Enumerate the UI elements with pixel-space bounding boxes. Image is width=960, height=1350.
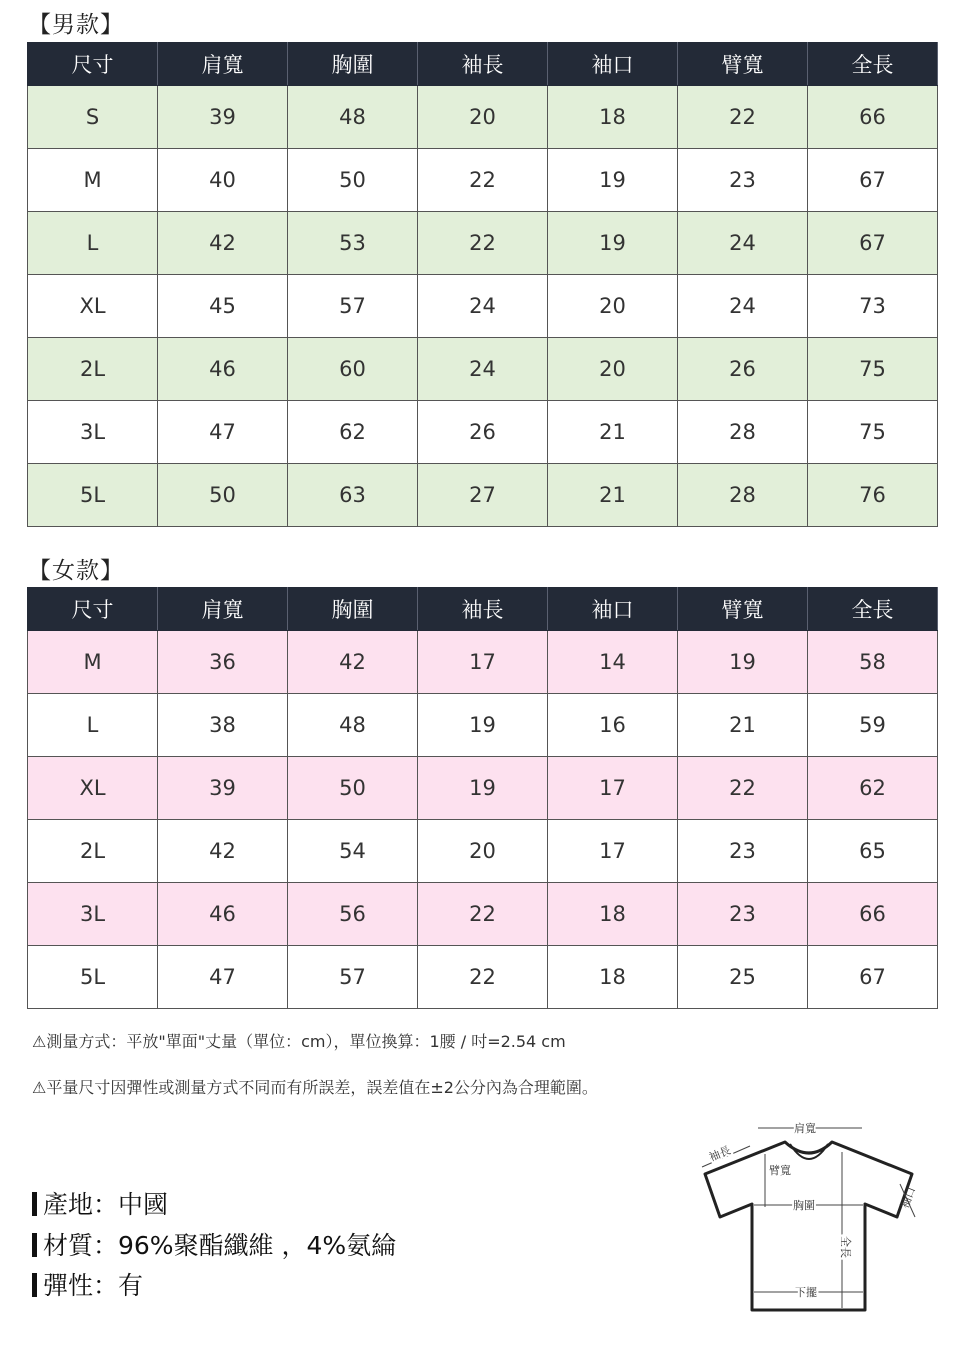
men-size-table	[27, 42, 938, 527]
measurement-cell: 14	[548, 631, 678, 694]
measurement-cell: 46	[158, 883, 288, 946]
measurement-cell: 76	[808, 464, 938, 527]
measurement-cell: 19	[548, 212, 678, 275]
measurement-cell: 50	[158, 464, 288, 527]
measurement-cell: 24	[418, 275, 548, 338]
measurement-cell: 48	[288, 86, 418, 149]
size-cell: L	[28, 694, 158, 757]
size-cell: XL	[28, 275, 158, 338]
women-section-title: 【女款】	[28, 558, 124, 584]
table-row	[28, 212, 938, 275]
label-length: 全長	[839, 1236, 852, 1258]
measurement-cell: 17	[418, 631, 548, 694]
measurement-cell: 18	[548, 946, 678, 1009]
column-header: 尺寸	[28, 43, 158, 86]
spec-origin	[32, 1185, 168, 1221]
men-section-title: 【男款】	[28, 12, 124, 38]
measurement-cell: 23	[678, 883, 808, 946]
measurement-cell: 26	[678, 338, 808, 401]
label-sleeve-length: 袖長	[707, 1143, 733, 1165]
measurement-cell: 47	[158, 946, 288, 1009]
spec-material	[32, 1226, 396, 1262]
women-size-table	[27, 587, 938, 1009]
measurement-cell: 39	[158, 86, 288, 149]
measurement-cell: 75	[808, 401, 938, 464]
column-header: 袖長	[418, 588, 548, 631]
size-cell: XL	[28, 757, 158, 820]
measurement-cell: 21	[678, 694, 808, 757]
table-row	[28, 149, 938, 212]
measurement-cell: 56	[288, 883, 418, 946]
measurement-cell: 22	[678, 86, 808, 149]
measurement-cell: 57	[288, 946, 418, 1009]
measurement-cell: 24	[678, 212, 808, 275]
measurement-cell: 24	[678, 275, 808, 338]
measurement-cell: 48	[288, 694, 418, 757]
measurement-cell: 45	[158, 275, 288, 338]
label-shoulder: 肩寬	[794, 1122, 816, 1135]
spec-origin-text: 產地：中國	[43, 1190, 169, 1219]
size-cell: 5L	[28, 464, 158, 527]
measurement-cell: 75	[808, 338, 938, 401]
measurement-cell: 40	[158, 149, 288, 212]
measurement-cell: 73	[808, 275, 938, 338]
column-header: 胸圍	[288, 43, 418, 86]
measurement-cell: 66	[808, 86, 938, 149]
measurement-cell: 22	[418, 149, 548, 212]
measurement-cell: 59	[808, 694, 938, 757]
measurement-cell: 36	[158, 631, 288, 694]
column-header: 臂寬	[678, 588, 808, 631]
column-header: 袖口	[548, 43, 678, 86]
measurement-cell: 20	[418, 820, 548, 883]
measurement-cell: 19	[418, 757, 548, 820]
label-cuff: 袖口	[898, 1185, 919, 1211]
size-cell: S	[28, 86, 158, 149]
table-row	[28, 338, 938, 401]
measurement-cell: 42	[158, 820, 288, 883]
table-row	[28, 883, 938, 946]
table-row	[28, 401, 938, 464]
measurement-cell: 23	[678, 149, 808, 212]
size-cell: 2L	[28, 820, 158, 883]
spec-elasticity	[32, 1266, 143, 1302]
men-header-row	[28, 43, 938, 86]
measurement-cell: 54	[288, 820, 418, 883]
measurement-cell: 20	[548, 275, 678, 338]
measurement-cell: 19	[678, 631, 808, 694]
measurement-cell: 63	[288, 464, 418, 527]
measurement-cell: 25	[678, 946, 808, 1009]
measurement-cell: 28	[678, 464, 808, 527]
women-header-row	[28, 588, 938, 631]
table-row	[28, 820, 938, 883]
measurement-cell: 19	[548, 149, 678, 212]
measurement-cell: 50	[288, 757, 418, 820]
measurement-cell: 16	[548, 694, 678, 757]
measurement-cell: 18	[548, 883, 678, 946]
measurement-cell: 67	[808, 946, 938, 1009]
measurement-cell: 28	[678, 401, 808, 464]
measurement-cell: 57	[288, 275, 418, 338]
table-row	[28, 86, 938, 149]
size-cell: M	[28, 149, 158, 212]
label-hem: 下擺	[795, 1286, 817, 1299]
measurement-cell: 58	[808, 631, 938, 694]
column-header: 尺寸	[28, 588, 158, 631]
column-header: 胸圍	[288, 588, 418, 631]
measurement-cell: 27	[418, 464, 548, 527]
bullet-bar	[32, 1233, 37, 1257]
measurement-cell: 53	[288, 212, 418, 275]
measurement-cell: 19	[418, 694, 548, 757]
size-cell: 3L	[28, 883, 158, 946]
column-header: 袖口	[548, 588, 678, 631]
measurement-cell: 20	[418, 86, 548, 149]
column-header: 肩寬	[158, 588, 288, 631]
measurement-cell: 24	[418, 338, 548, 401]
measurement-cell: 46	[158, 338, 288, 401]
table-row	[28, 946, 938, 1009]
size-cell: 2L	[28, 338, 158, 401]
table-row	[28, 275, 938, 338]
measurement-cell: 66	[808, 883, 938, 946]
spec-material-text: 材質：96%聚酯纖維 ，4%氨綸	[43, 1231, 397, 1260]
measurement-cell: 67	[808, 212, 938, 275]
measurement-cell: 60	[288, 338, 418, 401]
measurement-cell: 26	[418, 401, 548, 464]
size-cell: 3L	[28, 401, 158, 464]
tshirt-outline	[705, 1142, 912, 1310]
measurement-cell: 23	[678, 820, 808, 883]
column-header: 袖長	[418, 43, 548, 86]
table-row	[28, 631, 938, 694]
table-row	[28, 464, 938, 527]
measurement-cell: 22	[418, 212, 548, 275]
label-chest: 胸圍	[793, 1199, 815, 1212]
measurement-cell: 50	[288, 149, 418, 212]
measurement-cell: 67	[808, 149, 938, 212]
measurement-cell: 22	[418, 883, 548, 946]
measurement-cell: 17	[548, 820, 678, 883]
measurement-cell: 62	[288, 401, 418, 464]
size-cell: M	[28, 631, 158, 694]
bullet-bar	[32, 1192, 37, 1216]
measurement-cell: 20	[548, 338, 678, 401]
measurement-note: ⚠測量方式：平放"單面"丈量（單位：cm），單位換算：1腰 / 吋=2.54 cm	[32, 1032, 566, 1051]
measurement-cell: 62	[808, 757, 938, 820]
measurement-cell: 39	[158, 757, 288, 820]
table-row	[28, 757, 938, 820]
measurement-cell: 38	[158, 694, 288, 757]
measurement-cell: 65	[808, 820, 938, 883]
tolerance-note: ⚠平量尺寸因彈性或測量方式不同而有所誤差，誤差值在±2公分內為合理範圍。	[32, 1078, 598, 1097]
measurement-cell: 22	[678, 757, 808, 820]
measurement-cell: 18	[548, 86, 678, 149]
column-header: 臂寬	[678, 43, 808, 86]
measurement-cell: 22	[418, 946, 548, 1009]
column-header: 全長	[808, 588, 938, 631]
column-header: 全長	[808, 43, 938, 86]
table-row	[28, 694, 938, 757]
label-arm-width: 臂寬	[769, 1164, 791, 1177]
size-cell: L	[28, 212, 158, 275]
column-header: 肩寬	[158, 43, 288, 86]
size-cell: 5L	[28, 946, 158, 1009]
measurement-cell: 42	[288, 631, 418, 694]
tshirt-measurement-diagram	[690, 1112, 940, 1322]
spec-elasticity-text: 彈性：有	[43, 1271, 144, 1300]
measurement-cell: 21	[548, 464, 678, 527]
bullet-bar	[32, 1273, 37, 1297]
measurement-cell: 47	[158, 401, 288, 464]
measurement-cell: 21	[548, 401, 678, 464]
measurement-cell: 42	[158, 212, 288, 275]
measurement-cell: 17	[548, 757, 678, 820]
